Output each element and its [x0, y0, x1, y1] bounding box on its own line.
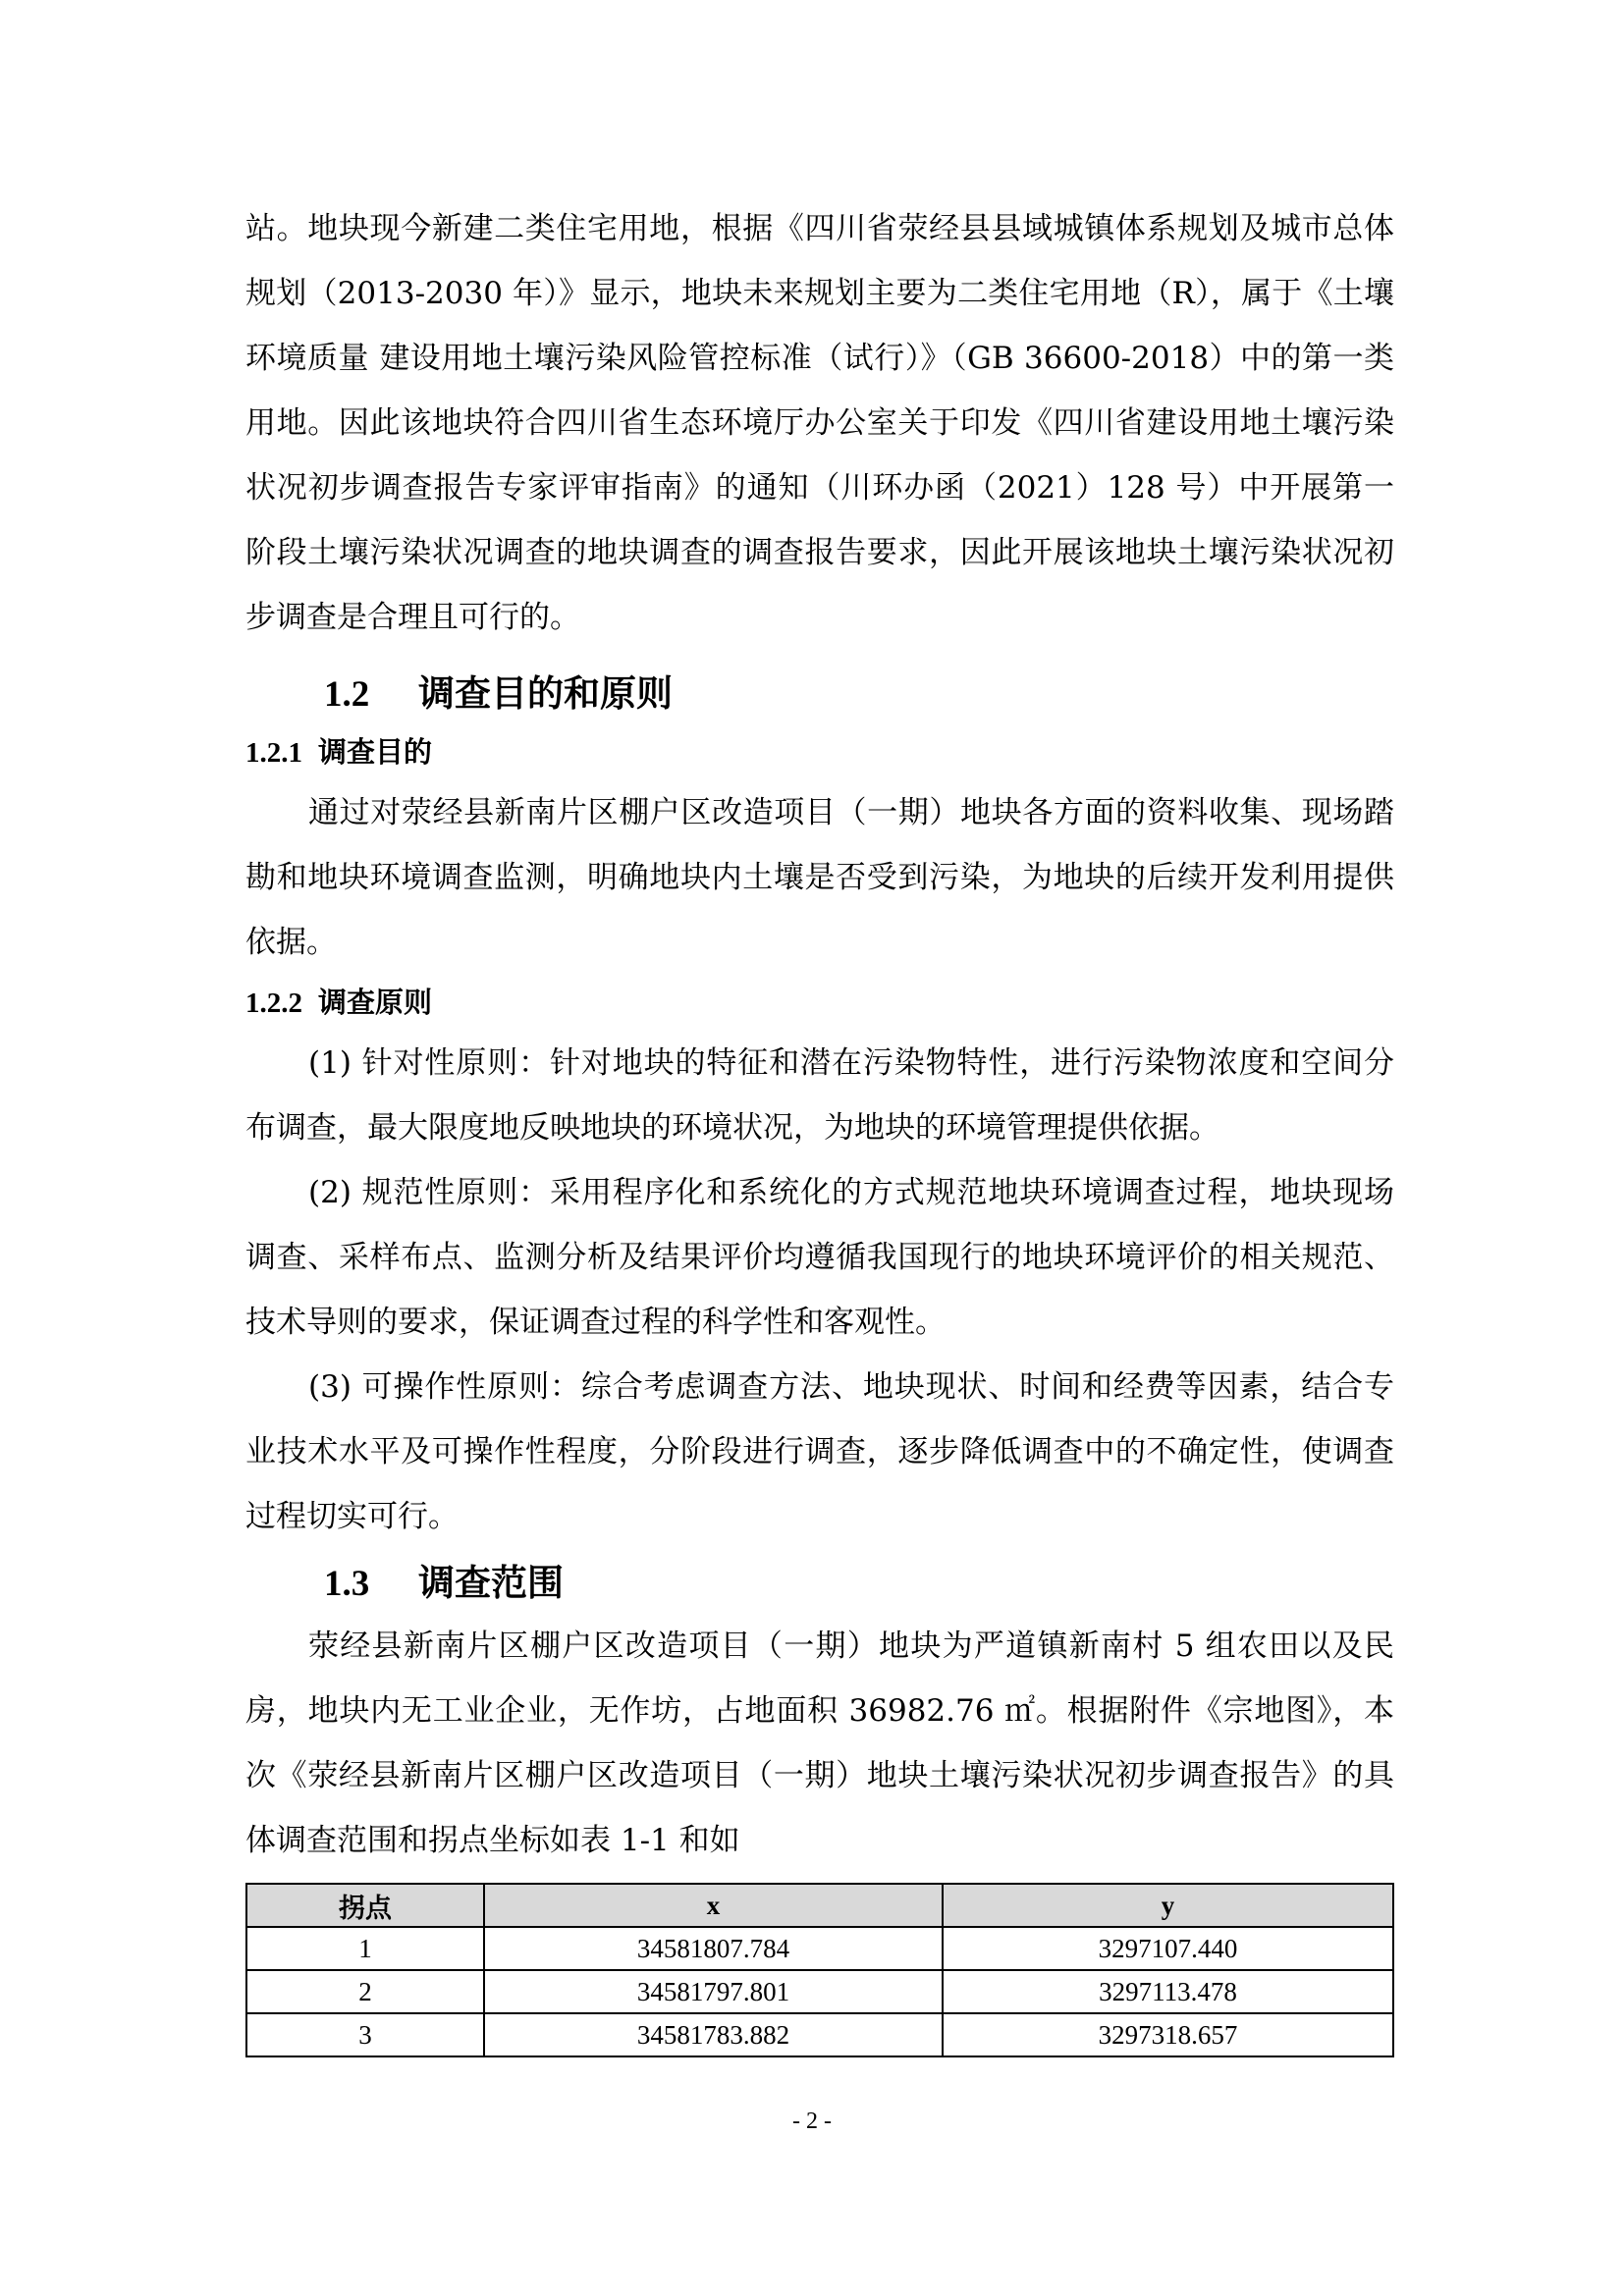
- heading-text: 调查目的: [318, 735, 433, 769]
- heading-number: 1.2.1: [245, 737, 302, 769]
- heading-1-2-1: [245, 724, 1394, 780]
- cell-y: 3297113.478: [943, 1970, 1393, 2013]
- cell-y: 3297107.440: [943, 1927, 1393, 1970]
- page-number: - 2 -: [792, 2109, 832, 2134]
- column-header-point: 拐点: [246, 1884, 484, 1927]
- heading-1-3: [245, 1553, 1394, 1614]
- heading-text: 调查原则: [318, 986, 433, 1019]
- document-page: [245, 196, 1394, 2057]
- table-row: [246, 1927, 1393, 1970]
- paragraph-purpose: 通过对荥经县新南片区棚户区改造项目（一期）地块各方面的资料收集、现场踏勘和地块环境调查监测，明确地块内土壤是否受到污染，为地块的后续开发利用提供依据。: [245, 795, 1394, 960]
- cell-point: 1: [246, 1927, 484, 1970]
- table-header-row: [246, 1884, 1393, 1927]
- table-row: [246, 2013, 1393, 2056]
- heading-number: 1.2: [324, 674, 370, 715]
- cell-x: 34581797.801: [484, 1970, 943, 2013]
- paragraph-principle-1: (1) 针对性原则：针对地块的特征和潜在污染物特性，进行污染物浓度和空间分布调查，最大限度地反映地块的环境状况，为地块的环境管理提供依据。: [245, 1045, 1394, 1146]
- heading-1-2: [245, 664, 1394, 724]
- paragraph-principle-2: (2) 规范性原则：采用程序化和系统化的方式规范地块环境调查过程，地块现场调查、采样布点、监测分析及结果评价均遵循我国现行的地块环境评价的相关规范、技术导则的要求，保证调查过程的科学性和客观性。: [245, 1175, 1394, 1340]
- heading-text: 调查目的和原则: [418, 671, 673, 715]
- heading-1-2-2: [245, 975, 1394, 1031]
- heading-number: 1.3: [324, 1564, 370, 1604]
- column-header-x: x: [484, 1884, 943, 1927]
- cell-x: 34581807.784: [484, 1927, 943, 1970]
- table-row: [246, 1970, 1393, 2013]
- paragraph-scope: 荥经县新南片区棚户区改造项目（一期）地块为严道镇新南村 5 组农田以及民房，地块内无工业企业，无作坊，占地面积 36982.76 ㎡。根据附件《宗地图》，本次《荥经县新南片区棚户区改造项目（一期）地块土壤污染状况初步调查报告》的具体调查范围和拐点坐标如表 1-1 和如: [245, 1629, 1394, 1858]
- heading-text: 调查范围: [418, 1561, 564, 1604]
- coordinates-table: [245, 1883, 1394, 2057]
- paragraph-principle-3: (3) 可操作性原则：综合考虑调查方法、地块现状、时间和经费等因素，结合专业技术水平及可操作性程度，分阶段进行调查，逐步降低调查中的不确定性，使调查过程切实可行。: [245, 1369, 1394, 1534]
- heading-number: 1.2.2: [245, 988, 302, 1019]
- column-header-y: y: [943, 1884, 1393, 1927]
- cell-x: 34581783.882: [484, 2013, 943, 2056]
- cell-y: 3297318.657: [943, 2013, 1393, 2056]
- cell-point: 3: [246, 2013, 484, 2056]
- paragraph-intro-continuation: 站。地块现今新建二类住宅用地，根据《四川省荥经县县域城镇体系规划及城市总体规划（2013-2030 年）》显示，地块未来规划主要为二类住宅用地（R），属于《土壤环境质量 建设用地土壤污染风险管控标准（试行）》（GB 36600-2018）中的第一类用地。因此该地块符合四川省生态环境厅办公室关于印发《四川省建设用地土壤污染状况初步调查报告专家评审指南》的通知（川环办函（2021）128 号）中开展第一阶段土壤污染状况调查的地块调查的调查报告要求，因此开展该地块土壤污染状况初步调查是合理且可行的。: [245, 211, 1394, 635]
- cell-point: 2: [246, 1970, 484, 2013]
